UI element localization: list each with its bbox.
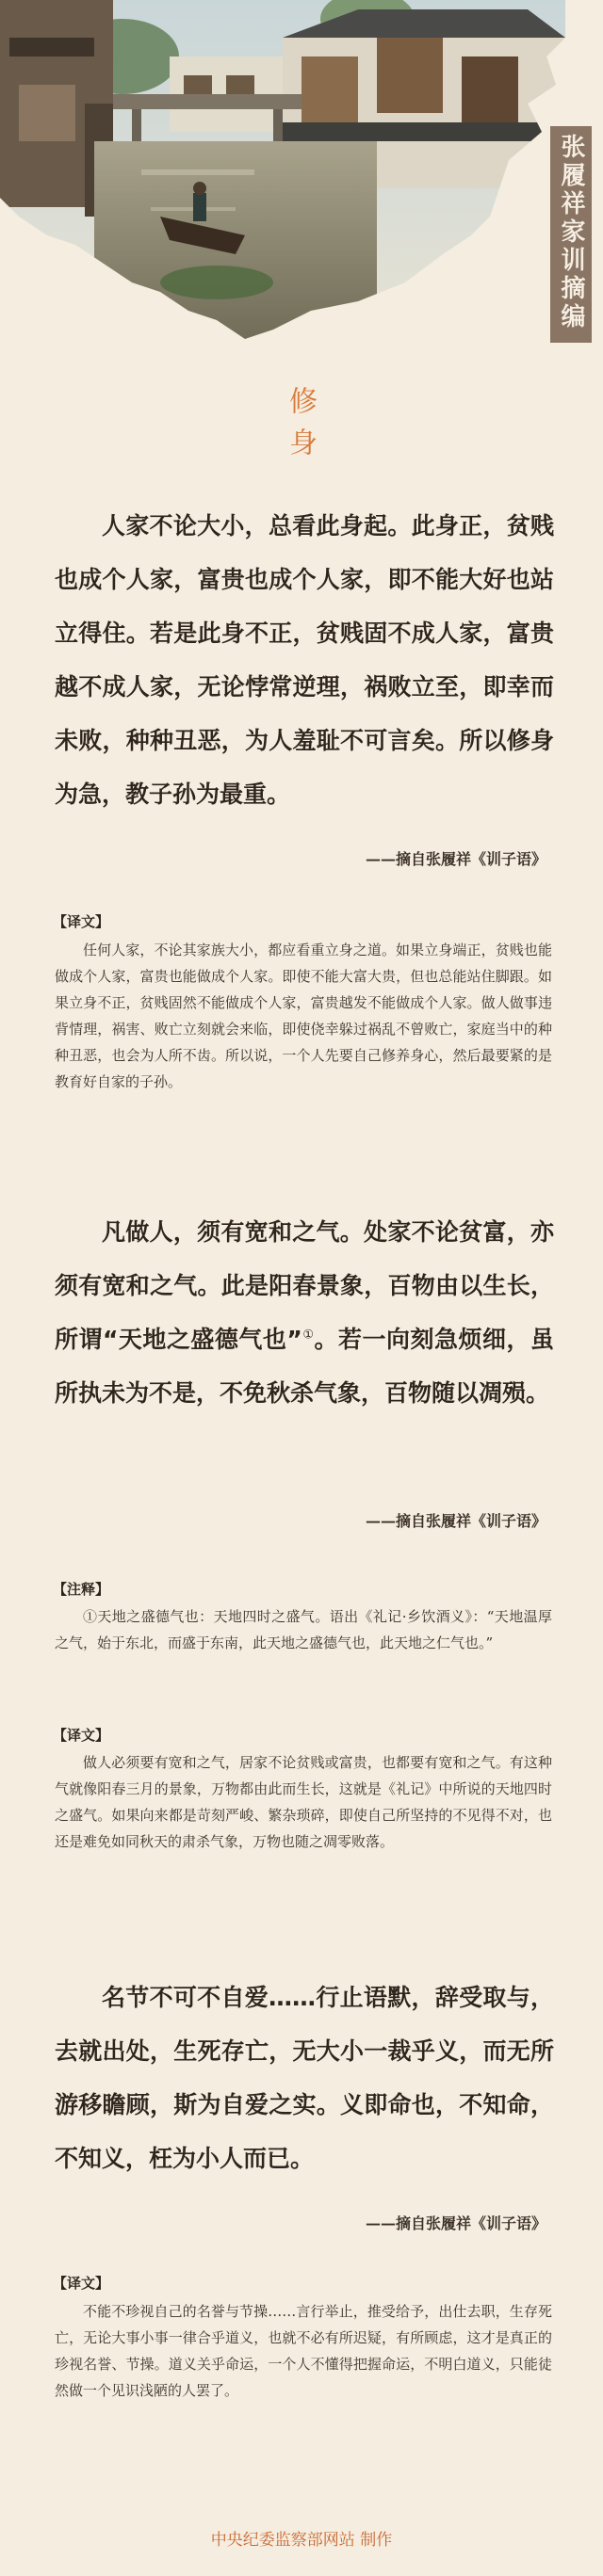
translation-2: 做人必须要有宽和之气，居家不论贫贱或富贵，也都要有宽和之气。有这种气就像阳春三月的景象，万物都由此而生长，这就是《礼记》中所说的天地四时之盛气。如果向来都是苛刻严峻、繁杂琐碎，即使自己所坚持的不见得不对，也还是难免如同秋天的肃杀气象，万物也随之凋零败落。 — [55, 1754, 552, 1850]
footer-credit: 中央纪委监察部网站 制作 — [210, 2531, 393, 2550]
translation-label-1: 【译文】 — [53, 913, 110, 930]
hero-image — [0, 0, 603, 377]
attribution-3: ——摘自张履祥《训子语》 — [365, 2214, 546, 2232]
note-label: 【注释】 — [53, 1581, 110, 1598]
translation-label-3: 【译文】 — [53, 2275, 110, 2292]
quote-1: 人家不论大小，总看此身起。此身正，贫贱也成个人家，富贵也成个人家，即不能大好也站立得住。若是此身不正，贫贱固不成人家，富贵越不成人家，无论悖常逆理，祸败立至，即幸而未败，种种丑恶，为人羞耻不可言矣。所以修身为急，教子孙为最重。 — [55, 512, 554, 808]
translation-3: 不能不珍视自己的名誉与节操……言行举止，推受给予，出仕去职，生存死亡，无论大事小事一律合乎道义，也就不必有所迟疑，有所顾虑，这才是真正的珍视名誉、节操。道义关乎命运，一个人不懂得把握命运，不明白道义，只能徒然做一个见识浅陋的人罢了。 — [55, 2303, 552, 2399]
translation-1: 任何人家，不论其家族大小，都应看重立身之道。如果立身端正，贫贱也能做成个人家，富贵也能做成个人家。即使不能大富大贵，但也总能站住脚跟。如果立身不正，贫贱固然不能做成个人家，富贵越发不能做成个人家。做人做事违背情理，祸害、败亡立刻就会来临，即使侥幸躲过祸乱不曾败亡，家庭当中的种种丑恶，也会为人所不齿。所以说，一个人先要自己修养身心，然后最要紧的是教育好自家的子孙。 — [55, 942, 552, 1090]
quote-2 — [55, 1205, 554, 1420]
section-title: 修身 — [284, 386, 317, 469]
title-banner — [550, 126, 592, 343]
footnote-marker: ① — [302, 1328, 315, 1343]
quote-2-part-1: 凡做人，须有宽和之气。处家不论贫富，亦须有宽和之气。此是阳春景象，百物由以生长，所谓“天地之盛德气也” — [55, 1218, 554, 1353]
note-text: ①天地之盛德气也：天地四时之盛气。语出《礼记·乡饮酒义》：“天地温厚之气，始于东北，而盛于东南，此天地之盛德气也，此天地之仁气也。” — [55, 1608, 552, 1651]
quote-2-part-2: 。若一向刻急烦细，虽所执未为不是，不免秋杀气象，百物随以凋殒。 — [55, 1326, 554, 1407]
quote-3: 名节不可不自爱……行止语默，辞受取与，去就出处，生死存亡，无大小一裁乎义，而无所游移瞻顾，斯为自爱之实。义即命也，不知命，不知义，枉为小人而已。 — [55, 1984, 554, 2172]
attribution-1: ——摘自张履祥《训子语》 — [365, 850, 546, 868]
attribution-2: ——摘自张履祥《训子语》 — [365, 1512, 546, 1530]
translation-label-2: 【译文】 — [53, 1727, 110, 1744]
water-town-illustration — [0, 0, 603, 377]
banner-title: 张履祥家训摘编 — [557, 134, 585, 331]
